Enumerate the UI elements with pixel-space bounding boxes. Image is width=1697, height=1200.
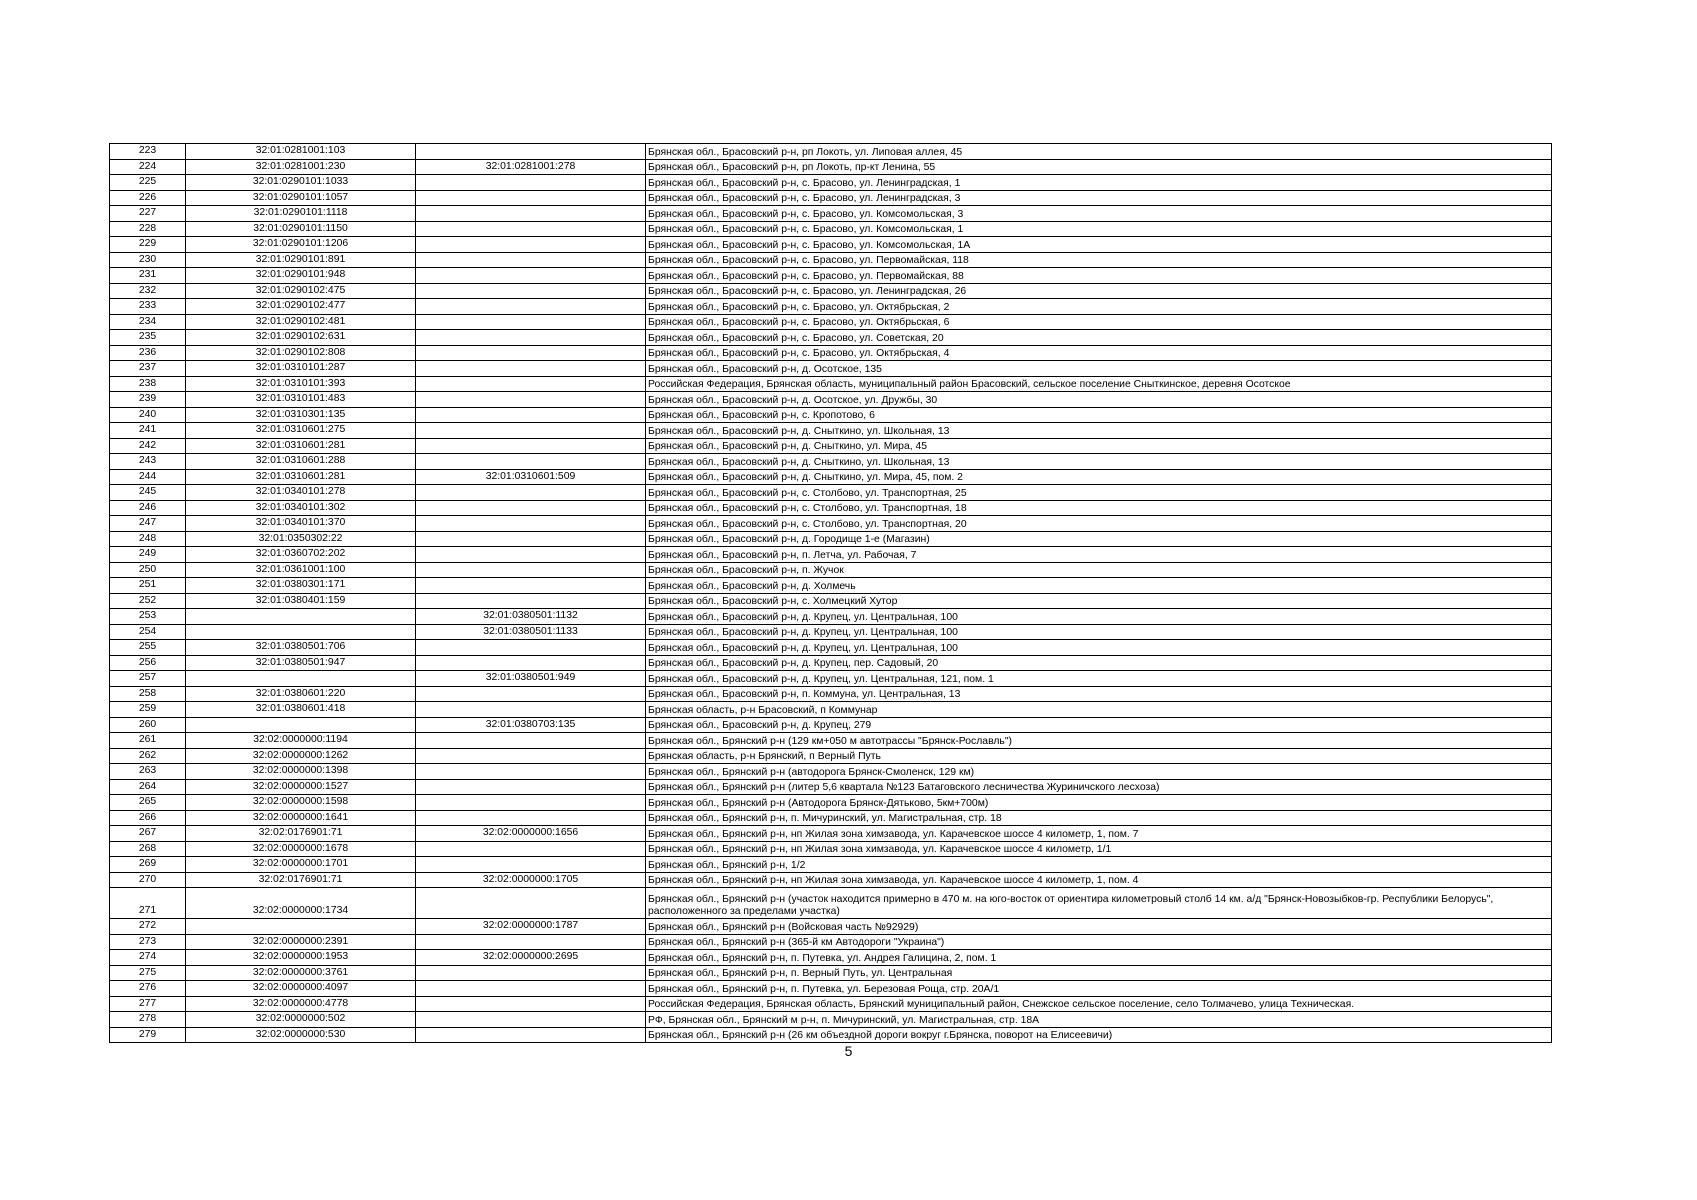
address-cell: Брянская обл., Брасовский р-н, д. Осотское, 135 [646, 361, 1552, 377]
address-cell: Брянская обл., Брасовский р-н, д. Сныткино, ул. Мира, 45, пом. 2 [646, 469, 1552, 485]
table-row [110, 764, 1552, 780]
row-number-cell: 233 [110, 299, 186, 315]
address-cell: Брянская обл., Брасовский р-н, с. Брасово, ул. Комсомольская, 3 [646, 206, 1552, 222]
table-row [110, 779, 1552, 795]
row-number-cell: 248 [110, 531, 186, 547]
table-row [110, 361, 1552, 377]
address-cell: Брянская обл., Брянский р-н (Автодорога Брянск-Дятьково, 5км+700м) [646, 795, 1552, 811]
cadastral-number-cell: 32:01:0361001:100 [186, 562, 416, 578]
table-row [110, 345, 1552, 361]
address-cell: Брянская обл., Брасовский р-н, д. Крупец, пер. Садовый, 20 [646, 655, 1552, 671]
cadastral-number-cell: 32:02:0176901:71 [186, 826, 416, 842]
table-row [110, 159, 1552, 175]
row-number-cell: 252 [110, 593, 186, 609]
page-number: 5 [844, 1043, 853, 1059]
related-cadastral-number-cell [416, 562, 646, 578]
table-row [110, 702, 1552, 718]
table-row [110, 376, 1552, 392]
cadastral-table [109, 143, 1552, 1043]
address-cell: Брянская обл., Брасовский р-н, д. Сныткино, ул. Школьная, 13 [646, 423, 1552, 439]
cadastral-number-cell: 32:02:0000000:1953 [186, 950, 416, 966]
cadastral-number-cell: 32:01:0360702:202 [186, 547, 416, 563]
related-cadastral-number-cell [416, 888, 646, 919]
address-cell: Брянская обл., Брянский р-н, нп Жилая зона химзавода, ул. Карачевское шоссе 4 километр, 1, пом. 7 [646, 826, 1552, 842]
related-cadastral-number-cell [416, 392, 646, 408]
address-cell: Брянская обл., Брасовский р-н, с. Столбово, ул. Транспортная, 20 [646, 516, 1552, 532]
related-cadastral-number-cell [416, 578, 646, 594]
address-cell: Брянская область, р-н Брянский, п Верный Путь [646, 748, 1552, 764]
related-cadastral-number-cell [416, 795, 646, 811]
table-row [110, 469, 1552, 485]
related-cadastral-number-cell [416, 655, 646, 671]
table-row [110, 237, 1552, 253]
table-row [110, 190, 1552, 206]
cadastral-number-cell: 32:01:0290101:1118 [186, 206, 416, 222]
table-row [110, 857, 1552, 873]
row-number-cell: 258 [110, 686, 186, 702]
related-cadastral-number-cell [416, 361, 646, 377]
address-cell: Брянская обл., Брянский р-н, нп Жилая зона химзавода, ул. Карачевское шоссе 4 километр, 1, пом. 4 [646, 872, 1552, 888]
table-row [110, 748, 1552, 764]
table-row [110, 299, 1552, 315]
row-number-cell: 226 [110, 190, 186, 206]
cadastral-number-cell: 32:01:0290102:808 [186, 345, 416, 361]
related-cadastral-number-cell [416, 206, 646, 222]
row-number-cell: 259 [110, 702, 186, 718]
related-cadastral-number-cell [416, 144, 646, 160]
address-cell: Брянская обл., Брасовский р-н, с. Брасово, ул. Первомайская, 88 [646, 268, 1552, 284]
address-cell: Брянская обл., Брасовский р-н, д. Осотское, ул. Дружбы, 30 [646, 392, 1552, 408]
related-cadastral-number-cell: 32:01:0281001:278 [416, 159, 646, 175]
address-cell: РФ, Брянская обл., Брянский м р-н, п. Мичуринский, ул. Магистральная, стр. 18А [646, 1012, 1552, 1028]
cadastral-number-cell [186, 609, 416, 625]
row-number-cell: 254 [110, 624, 186, 640]
table-row [110, 996, 1552, 1012]
related-cadastral-number-cell: 32:01:0380703:135 [416, 717, 646, 733]
address-cell: Брянская обл., Брасовский р-н, с. Брасово, ул. Советская, 20 [646, 330, 1552, 346]
table-row [110, 330, 1552, 346]
table-row [110, 686, 1552, 702]
table-row [110, 826, 1552, 842]
address-cell: Брянская обл., Брасовский р-н, п. Жучок [646, 562, 1552, 578]
row-number-cell: 235 [110, 330, 186, 346]
row-number-cell: 261 [110, 733, 186, 749]
related-cadastral-number-cell [416, 1012, 646, 1028]
related-cadastral-number-cell [416, 764, 646, 780]
address-cell: Брянская обл., Брасовский р-н, д. Сныткино, ул. Мира, 45 [646, 438, 1552, 454]
related-cadastral-number-cell: 32:02:0000000:1787 [416, 919, 646, 935]
row-number-cell: 247 [110, 516, 186, 532]
cadastral-number-cell: 32:02:0000000:1527 [186, 779, 416, 795]
row-number-cell: 229 [110, 237, 186, 253]
address-cell: Брянская обл., Брянский р-н, нп Жилая зона химзавода, ул. Карачевское шоссе 4 километр, 1/1 [646, 841, 1552, 857]
cadastral-number-cell: 32:02:0000000:1734 [186, 888, 416, 919]
cadastral-number-cell: 32:01:0310601:275 [186, 423, 416, 439]
related-cadastral-number-cell [416, 221, 646, 237]
cadastral-number-cell: 32:02:0000000:4778 [186, 996, 416, 1012]
address-cell: Брянская обл., Брасовский р-н, рп Локоть, пр-кт Ленина, 55 [646, 159, 1552, 175]
row-number-cell: 239 [110, 392, 186, 408]
cadastral-number-cell: 32:01:0380501:947 [186, 655, 416, 671]
address-cell: Брянская обл., Брянский р-н (Войсковая часть №92929) [646, 919, 1552, 935]
table-row [110, 655, 1552, 671]
row-number-cell: 273 [110, 934, 186, 950]
row-number-cell: 228 [110, 221, 186, 237]
row-number-cell: 231 [110, 268, 186, 284]
cadastral-number-cell: 32:01:0310601:281 [186, 469, 416, 485]
row-number-cell: 265 [110, 795, 186, 811]
address-cell: Брянская обл., Брасовский р-н, с. Брасово, ул. Комсомольская, 1А [646, 237, 1552, 253]
address-cell: Брянская обл., Брасовский р-н, с. Столбово, ул. Транспортная, 18 [646, 500, 1552, 516]
cadastral-number-cell: 32:02:0000000:1398 [186, 764, 416, 780]
cadastral-number-cell: 32:01:0310101:393 [186, 376, 416, 392]
cadastral-number-cell: 32:02:0000000:3761 [186, 965, 416, 981]
row-number-cell: 240 [110, 407, 186, 423]
table-row [110, 717, 1552, 733]
address-cell: Брянская обл., Брянский р-н, 1/2 [646, 857, 1552, 873]
address-cell: Брянская обл., Брасовский р-н, с. Брасово, ул. Ленинградская, 26 [646, 283, 1552, 299]
address-cell: Брянская обл., Брянский р-н (365-й км Автодороги "Украина") [646, 934, 1552, 950]
row-number-cell: 276 [110, 981, 186, 997]
related-cadastral-number-cell: 32:02:0000000:2695 [416, 950, 646, 966]
related-cadastral-number-cell [416, 841, 646, 857]
row-number-cell: 269 [110, 857, 186, 873]
row-number-cell: 277 [110, 996, 186, 1012]
table-row [110, 733, 1552, 749]
row-number-cell: 271 [110, 888, 186, 919]
related-cadastral-number-cell [416, 965, 646, 981]
row-number-cell: 260 [110, 717, 186, 733]
related-cadastral-number-cell: 32:01:0380501:1133 [416, 624, 646, 640]
table-body [110, 144, 1552, 1043]
row-number-cell: 230 [110, 252, 186, 268]
table-row [110, 888, 1552, 919]
cadastral-number-cell: 32:01:0310301:135 [186, 407, 416, 423]
related-cadastral-number-cell [416, 733, 646, 749]
table-row [110, 175, 1552, 191]
related-cadastral-number-cell [416, 857, 646, 873]
address-cell: Российская Федерация, Брянская область, муниципальный район Брасовский, сельское поселение Сныткинское, деревня Осотское [646, 376, 1552, 392]
address-cell: Российская Федерация, Брянская область, Брянский муниципальный район, Снежское сельское поселение, село Толмачево, улица Техническая. [646, 996, 1552, 1012]
cadastral-number-cell: 32:01:0310101:483 [186, 392, 416, 408]
table-row [110, 872, 1552, 888]
address-cell: Брянская обл., Брасовский р-н, с. Брасово, ул. Ленинградская, 1 [646, 175, 1552, 191]
address-cell: Брянская обл., Брасовский р-н, д. Холмечь [646, 578, 1552, 594]
row-number-cell: 238 [110, 376, 186, 392]
cadastral-number-cell: 32:02:0000000:4097 [186, 981, 416, 997]
cadastral-number-cell: 32:01:0350302:22 [186, 531, 416, 547]
related-cadastral-number-cell [416, 640, 646, 656]
table-row [110, 438, 1552, 454]
cadastral-number-cell: 32:02:0000000:530 [186, 1027, 416, 1043]
cadastral-number-cell: 32:01:0290102:475 [186, 283, 416, 299]
related-cadastral-number-cell: 32:01:0380501:949 [416, 671, 646, 687]
row-number-cell: 262 [110, 748, 186, 764]
related-cadastral-number-cell [416, 547, 646, 563]
table-row [110, 934, 1552, 950]
table-row [110, 593, 1552, 609]
cadastral-number-cell: 32:01:0380301:171 [186, 578, 416, 594]
cadastral-number-cell: 32:01:0290101:891 [186, 252, 416, 268]
related-cadastral-number-cell [416, 748, 646, 764]
table-row [110, 919, 1552, 935]
address-cell: Брянская обл., Брасовский р-н, д. Крупец, ул. Центральная, 100 [646, 640, 1552, 656]
related-cadastral-number-cell: 32:02:0000000:1705 [416, 872, 646, 888]
cadastral-number-cell: 32:01:0380601:418 [186, 702, 416, 718]
address-cell: Брянская обл., Брасовский р-н, с. Брасово, ул. Октябрьская, 2 [646, 299, 1552, 315]
related-cadastral-number-cell [416, 981, 646, 997]
address-cell: Брянская обл., Брянский р-н (129 км+050 м автотрассы "Брянск-Рославль") [646, 733, 1552, 749]
cadastral-number-cell: 32:02:0000000:1598 [186, 795, 416, 811]
address-cell: Брянская обл., Брасовский р-н, д. Сныткино, ул. Школьная, 13 [646, 454, 1552, 470]
address-cell: Брянская обл., Брянский р-н (участок находится примерно в 470 м. на юго-восток от ориентира километровый столб 14 км. а/д "Брянск-Новозыбков-гр. Республики Белорусь", расположенного за пределами участка) [646, 888, 1552, 919]
address-cell: Брянская обл., Брасовский р-н, с. Брасово, ул. Октябрьская, 4 [646, 345, 1552, 361]
cadastral-number-cell: 32:01:0290101:1150 [186, 221, 416, 237]
related-cadastral-number-cell [416, 996, 646, 1012]
row-number-cell: 223 [110, 144, 186, 160]
related-cadastral-number-cell [416, 268, 646, 284]
row-number-cell: 224 [110, 159, 186, 175]
address-cell: Брянская обл., Брасовский р-н, с. Столбово, ул. Транспортная, 25 [646, 485, 1552, 501]
table-row [110, 252, 1552, 268]
address-cell: Брянская обл., Брянский р-н, п. Путевка, ул. Андрея Галицина, 2, пом. 1 [646, 950, 1552, 966]
related-cadastral-number-cell [416, 283, 646, 299]
address-cell: Брянская обл., Брасовский р-н, д. Крупец, ул. Центральная, 100 [646, 609, 1552, 625]
address-cell: Брянская обл., Брасовский р-н, с. Кропотово, 6 [646, 407, 1552, 423]
table-row [110, 454, 1552, 470]
row-number-cell: 256 [110, 655, 186, 671]
table-row [110, 314, 1552, 330]
related-cadastral-number-cell [416, 810, 646, 826]
cadastral-number-cell: 32:01:0281001:103 [186, 144, 416, 160]
address-cell: Брянская обл., Брасовский р-н, д. Крупец, 279 [646, 717, 1552, 733]
row-number-cell: 267 [110, 826, 186, 842]
cadastral-number-cell: 32:01:0340101:278 [186, 485, 416, 501]
table-row [110, 640, 1552, 656]
address-cell: Брянская обл., Брасовский р-н, с. Брасово, ул. Октябрьская, 6 [646, 314, 1552, 330]
row-number-cell: 242 [110, 438, 186, 454]
address-cell: Брянская область, р-н Брасовский, п Коммунар [646, 702, 1552, 718]
related-cadastral-number-cell [416, 593, 646, 609]
table-row [110, 516, 1552, 532]
address-cell: Брянская обл., Брянский р-н, п. Путевка, ул. Березовая Роща, стр. 20А/1 [646, 981, 1552, 997]
related-cadastral-number-cell: 32:01:0380501:1132 [416, 609, 646, 625]
related-cadastral-number-cell [416, 252, 646, 268]
cadastral-number-cell: 32:01:0290101:1206 [186, 237, 416, 253]
related-cadastral-number-cell [416, 175, 646, 191]
table-row [110, 795, 1552, 811]
table-row [110, 547, 1552, 563]
table-row [110, 485, 1552, 501]
related-cadastral-number-cell [416, 485, 646, 501]
row-number-cell: 272 [110, 919, 186, 935]
related-cadastral-number-cell [416, 531, 646, 547]
related-cadastral-number-cell [416, 500, 646, 516]
table-row [110, 950, 1552, 966]
row-number-cell: 241 [110, 423, 186, 439]
table-row [110, 283, 1552, 299]
table-row [110, 206, 1552, 222]
row-number-cell: 237 [110, 361, 186, 377]
table-row [110, 578, 1552, 594]
address-cell: Брянская обл., Брасовский р-н, д. Крупец, ул. Центральная, 121, пом. 1 [646, 671, 1552, 687]
related-cadastral-number-cell [416, 934, 646, 950]
related-cadastral-number-cell [416, 779, 646, 795]
row-number-cell: 232 [110, 283, 186, 299]
row-number-cell: 243 [110, 454, 186, 470]
table-row [110, 500, 1552, 516]
address-cell: Брянская обл., Брянский р-н (литер 5,6 квартала №123 Батаговского лесничества Журиничского лесхоза) [646, 779, 1552, 795]
address-cell: Брянская обл., Брасовский р-н, д. Крупец, ул. Центральная, 100 [646, 624, 1552, 640]
cadastral-number-cell: 32:01:0290101:1057 [186, 190, 416, 206]
cadastral-number-cell: 32:01:0290101:948 [186, 268, 416, 284]
table-row [110, 144, 1552, 160]
row-number-cell: 274 [110, 950, 186, 966]
address-cell: Брянская обл., Брянский р-н (26 км объездной дороги вокруг г.Брянска, поворот на Елисеевичи) [646, 1027, 1552, 1043]
row-number-cell: 250 [110, 562, 186, 578]
row-number-cell: 255 [110, 640, 186, 656]
related-cadastral-number-cell [416, 516, 646, 532]
related-cadastral-number-cell [416, 237, 646, 253]
table-row [110, 392, 1552, 408]
related-cadastral-number-cell [416, 345, 646, 361]
cadastral-number-cell: 32:01:0290102:481 [186, 314, 416, 330]
row-number-cell: 268 [110, 841, 186, 857]
row-number-cell: 225 [110, 175, 186, 191]
address-cell: Брянская обл., Брянский р-н, п. Мичуринский, ул. Магистральная, стр. 18 [646, 810, 1552, 826]
row-number-cell: 279 [110, 1027, 186, 1043]
table-row [110, 981, 1552, 997]
table-row [110, 531, 1552, 547]
cadastral-number-cell: 32:01:0340101:370 [186, 516, 416, 532]
address-cell: Брянская обл., Брасовский р-н, п. Летча, ул. Рабочая, 7 [646, 547, 1552, 563]
cadastral-number-cell: 32:01:0380601:220 [186, 686, 416, 702]
related-cadastral-number-cell: 32:02:0000000:1656 [416, 826, 646, 842]
address-cell: Брянская обл., Брасовский р-н, с. Холмецкий Хутор [646, 593, 1552, 609]
cadastral-number-cell: 32:02:0000000:1194 [186, 733, 416, 749]
related-cadastral-number-cell [416, 1027, 646, 1043]
related-cadastral-number-cell [416, 190, 646, 206]
table-row [110, 1012, 1552, 1028]
related-cadastral-number-cell [416, 330, 646, 346]
related-cadastral-number-cell [416, 299, 646, 315]
row-number-cell: 257 [110, 671, 186, 687]
related-cadastral-number-cell [416, 407, 646, 423]
row-number-cell: 251 [110, 578, 186, 594]
cadastral-number-cell: 32:02:0000000:1262 [186, 748, 416, 764]
related-cadastral-number-cell [416, 423, 646, 439]
related-cadastral-number-cell [416, 686, 646, 702]
cadastral-number-cell: 32:01:0380501:706 [186, 640, 416, 656]
related-cadastral-number-cell [416, 454, 646, 470]
table-row [110, 407, 1552, 423]
address-cell: Брянская обл., Брасовский р-н, с. Брасово, ул. Ленинградская, 3 [646, 190, 1552, 206]
row-number-cell: 244 [110, 469, 186, 485]
address-cell: Брянская обл., Брасовский р-н, с. Брасово, ул. Комсомольская, 1 [646, 221, 1552, 237]
table-row [110, 671, 1552, 687]
table-row [110, 268, 1552, 284]
row-number-cell: 227 [110, 206, 186, 222]
address-cell: Брянская обл., Брасовский р-н, рп Локоть, ул. Липовая аллея, 45 [646, 144, 1552, 160]
row-number-cell: 249 [110, 547, 186, 563]
related-cadastral-number-cell [416, 376, 646, 392]
related-cadastral-number-cell [416, 438, 646, 454]
table-row [110, 221, 1552, 237]
cadastral-number-cell: 32:01:0290102:477 [186, 299, 416, 315]
table-row [110, 423, 1552, 439]
cadastral-number-cell: 32:01:0310101:287 [186, 361, 416, 377]
address-cell: Брянская обл., Брянский р-н, п. Верный Путь, ул. Центральная [646, 965, 1552, 981]
row-number-cell: 275 [110, 965, 186, 981]
cadastral-number-cell: 32:02:0000000:1701 [186, 857, 416, 873]
cadastral-number-cell: 32:02:0000000:1678 [186, 841, 416, 857]
related-cadastral-number-cell: 32:01:0310601:509 [416, 469, 646, 485]
row-number-cell: 270 [110, 872, 186, 888]
cadastral-number-cell: 32:02:0000000:502 [186, 1012, 416, 1028]
address-cell: Брянская обл., Брасовский р-н, с. Брасово, ул. Первомайская, 118 [646, 252, 1552, 268]
cadastral-number-cell: 32:01:0380401:159 [186, 593, 416, 609]
row-number-cell: 236 [110, 345, 186, 361]
related-cadastral-number-cell [416, 314, 646, 330]
cadastral-number-cell: 32:01:0281001:230 [186, 159, 416, 175]
table-row [110, 810, 1552, 826]
row-number-cell: 263 [110, 764, 186, 780]
cadastral-number-cell [186, 671, 416, 687]
row-number-cell: 234 [110, 314, 186, 330]
related-cadastral-number-cell [416, 702, 646, 718]
cadastral-number-cell [186, 717, 416, 733]
table-row [110, 609, 1552, 625]
row-number-cell: 246 [110, 500, 186, 516]
table-row [110, 562, 1552, 578]
cadastral-number-cell: 32:01:0290101:1033 [186, 175, 416, 191]
row-number-cell: 264 [110, 779, 186, 795]
address-cell: Брянская обл., Брасовский р-н, п. Коммуна, ул. Центральная, 13 [646, 686, 1552, 702]
table-row [110, 965, 1552, 981]
cadastral-number-cell: 32:02:0176901:71 [186, 872, 416, 888]
cadastral-number-cell [186, 919, 416, 935]
row-number-cell: 266 [110, 810, 186, 826]
cadastral-number-cell: 32:01:0290102:631 [186, 330, 416, 346]
row-number-cell: 278 [110, 1012, 186, 1028]
row-number-cell: 245 [110, 485, 186, 501]
cadastral-number-cell: 32:01:0310601:288 [186, 454, 416, 470]
table-row [110, 841, 1552, 857]
cadastral-number-cell: 32:02:0000000:1641 [186, 810, 416, 826]
cadastral-number-cell [186, 624, 416, 640]
cadastral-number-cell: 32:02:0000000:2391 [186, 934, 416, 950]
address-cell: Брянская обл., Брасовский р-н, д. Городище 1-е (Магазин) [646, 531, 1552, 547]
table-row [110, 1027, 1552, 1043]
cadastral-number-cell: 32:01:0310601:281 [186, 438, 416, 454]
row-number-cell: 253 [110, 609, 186, 625]
table-row [110, 624, 1552, 640]
address-cell: Брянская обл., Брянский р-н (автодорога Брянск-Смоленск, 129 км) [646, 764, 1552, 780]
cadastral-number-cell: 32:01:0340101:302 [186, 500, 416, 516]
